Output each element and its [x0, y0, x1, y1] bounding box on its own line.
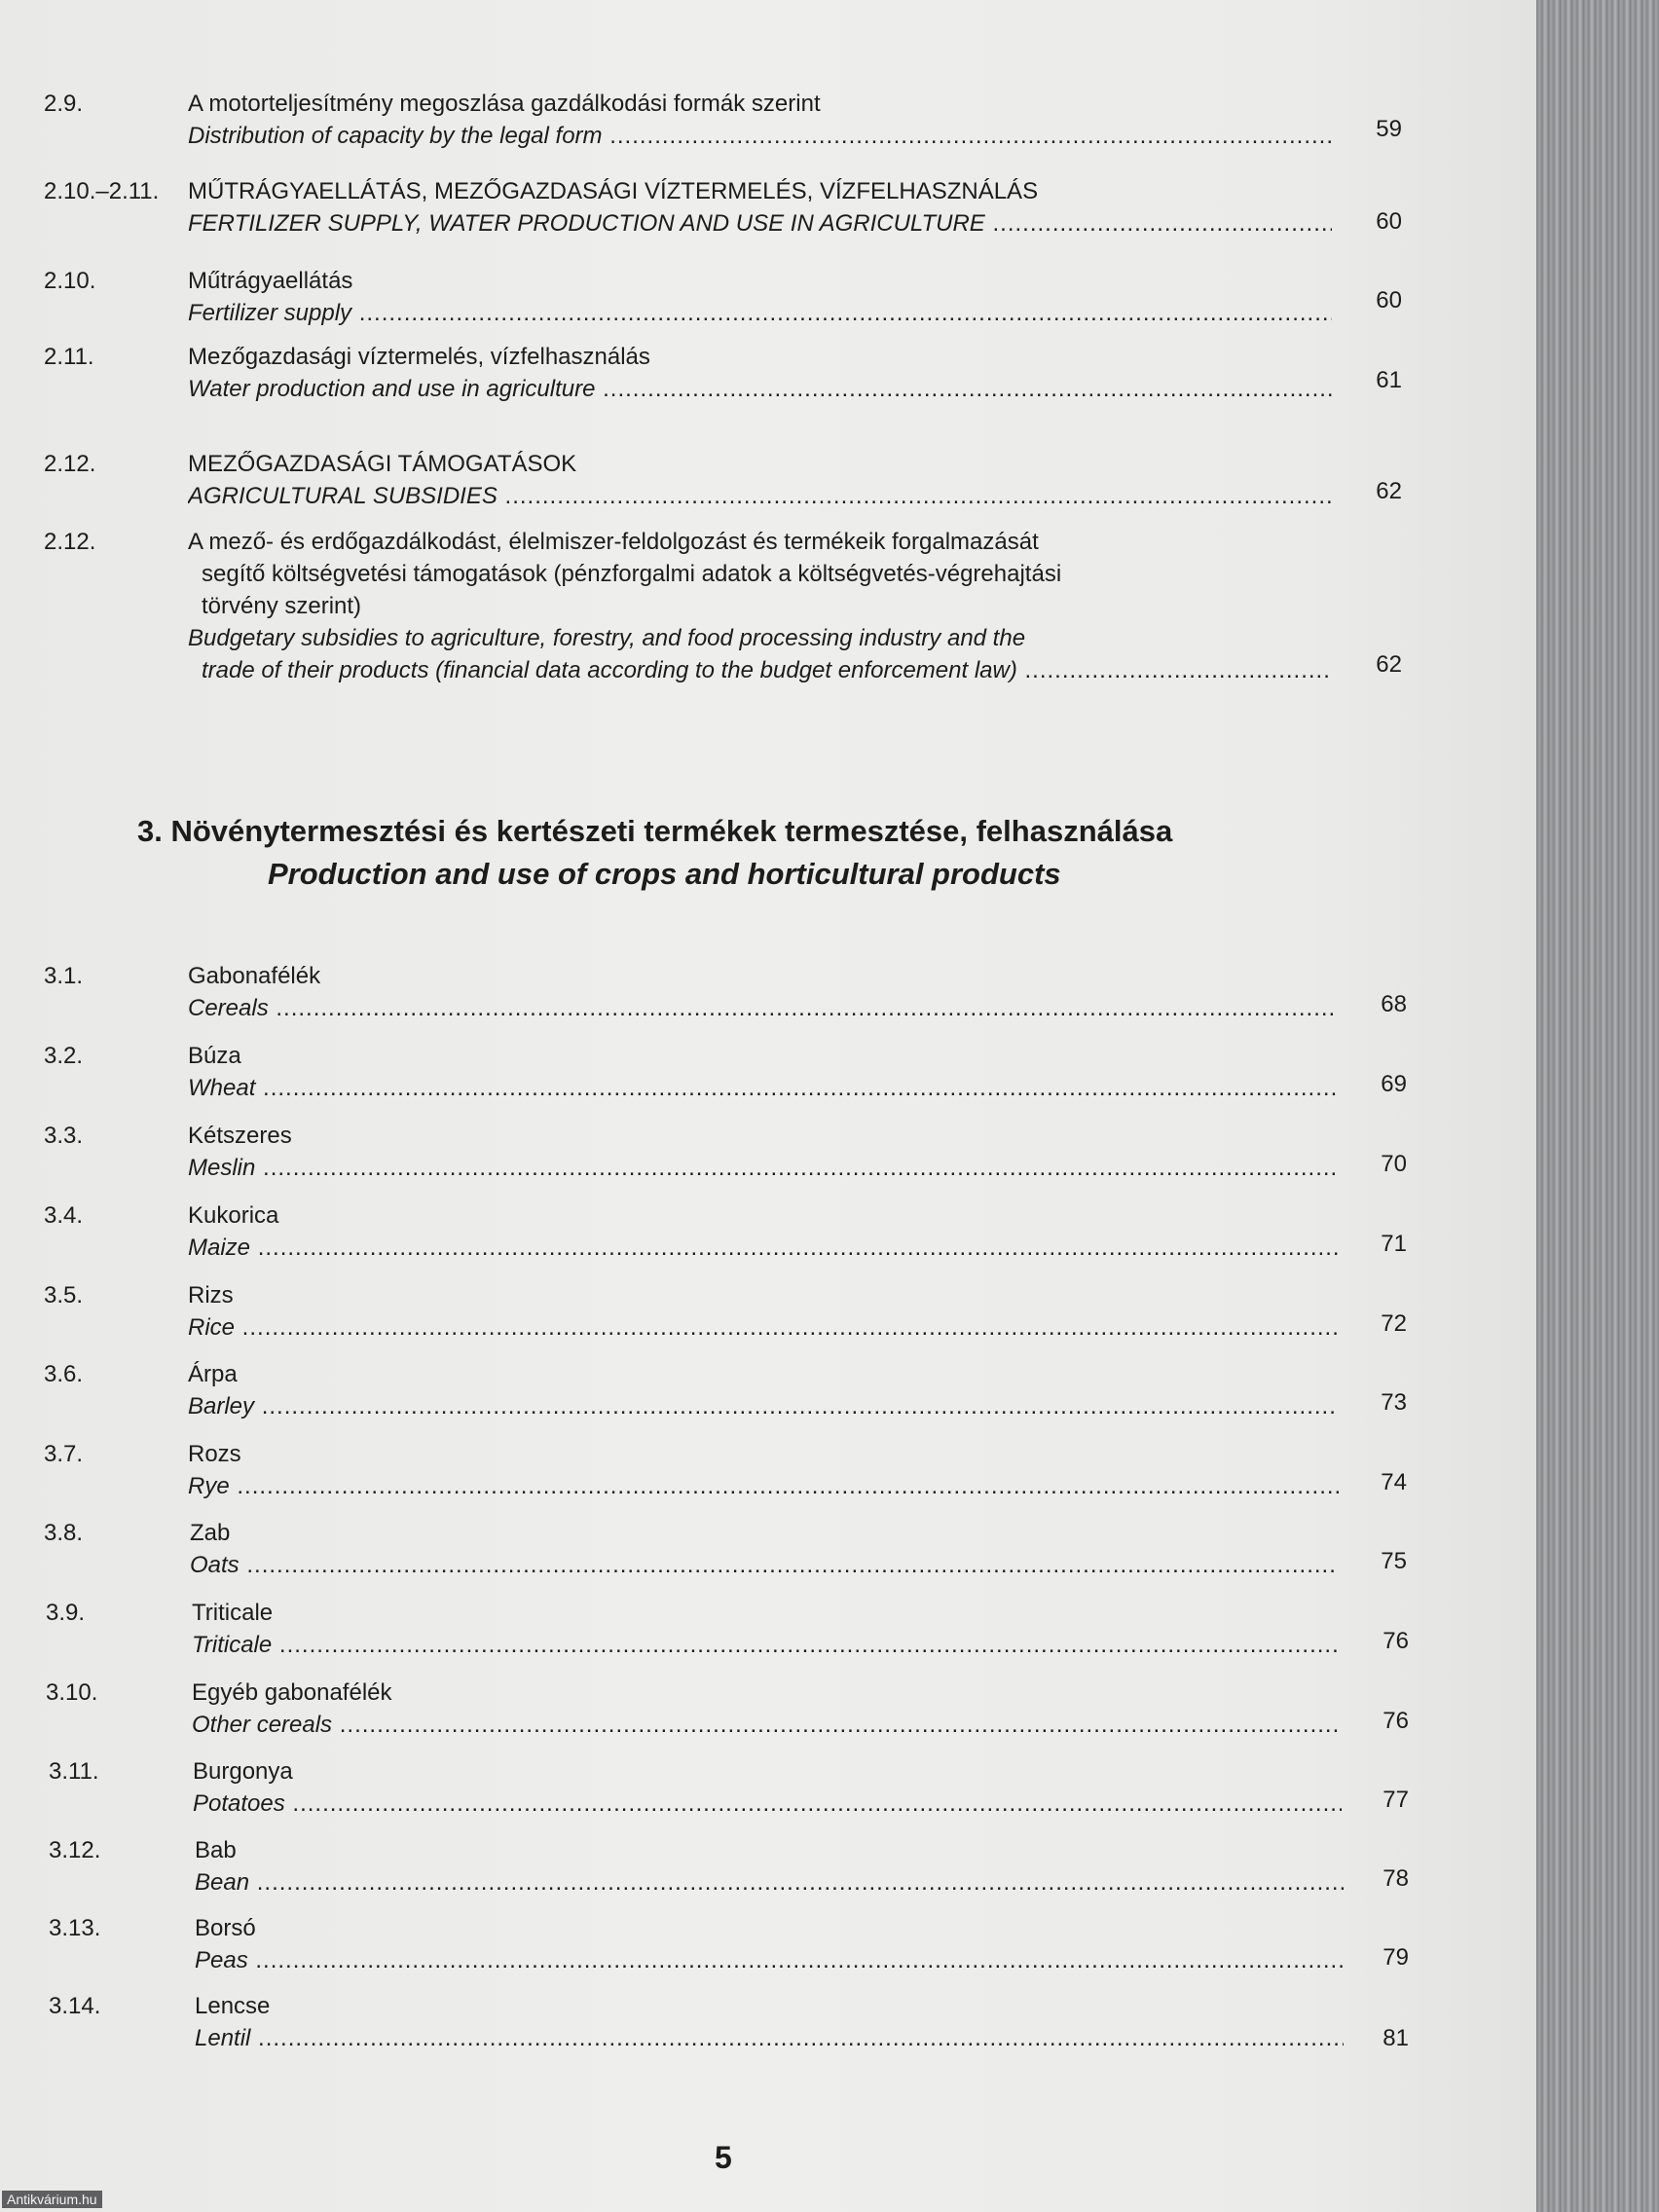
- toc-entry[interactable]: [44, 1438, 1407, 1506]
- toc-entry[interactable]: [44, 1517, 1407, 1585]
- section-heading: [0, 810, 1536, 898]
- entry-page: 75: [1381, 1548, 1407, 1574]
- entry-title-hu: segítő költségvetési támogatások (pénzforgalmi adatok a költségvetés-végrehajtási: [202, 561, 1062, 587]
- entry-title-hu: Gabonafélék: [188, 963, 321, 989]
- entry-page: 74: [1381, 1469, 1407, 1495]
- entry-number: 2.12.: [44, 451, 96, 477]
- entry-number: 2.10.–2.11.: [44, 178, 160, 204]
- entry-number: 3.1.: [44, 963, 84, 989]
- entry-title-en: Budgetary subsidies to agriculture, forestry, and food processing industry and the: [188, 625, 1026, 651]
- entry-title-en: Bean .....: [195, 1866, 1344, 1899]
- toc-entry[interactable]: [49, 1912, 1412, 1980]
- entry-page: 68: [1381, 991, 1407, 1017]
- entry-number: 3.5.: [44, 1282, 84, 1309]
- entry-title-hu: Rizs: [188, 1282, 234, 1309]
- entry-title-en: Rice .....: [188, 1311, 1339, 1344]
- entry-page: 73: [1381, 1389, 1407, 1416]
- entry-number: 3.12.: [49, 1837, 101, 1863]
- entry-number: 3.14.: [49, 1993, 101, 2019]
- entry-page: 70: [1381, 1151, 1407, 1177]
- entry-number: 3.3.: [44, 1123, 84, 1149]
- entry-title-hu: A motorteljesítmény megoszlása gazdálkodási formák szerint: [188, 91, 821, 117]
- entry-number: 2.10.: [44, 268, 96, 294]
- entry-page: 76: [1382, 1708, 1409, 1734]
- entry-title-hu: Bab: [195, 1837, 237, 1863]
- entry-page: 61: [1376, 367, 1402, 393]
- entry-title-hu: MEZŐGAZDASÁGI TÁMOGATÁSOK: [188, 451, 577, 477]
- entry-number: 2.12.: [44, 529, 96, 555]
- toc-entry[interactable]: [44, 1279, 1407, 1347]
- toc-entry[interactable]: [44, 88, 1407, 156]
- entry-title-en: Triticale .....: [192, 1629, 1341, 1661]
- entry-title-en: AGRICULTURAL SUBSIDIES .....: [188, 480, 1332, 512]
- entry-title-en: Cereals .....: [188, 992, 1334, 1024]
- entry-page: 69: [1381, 1071, 1407, 1097]
- entry-title-hu: törvény szerint): [202, 593, 362, 619]
- entry-page: 72: [1381, 1310, 1407, 1337]
- entry-number: 3.11.: [49, 1758, 99, 1785]
- toc-entry[interactable]: [44, 1040, 1407, 1108]
- entry-title-hu: Burgonya: [193, 1758, 293, 1785]
- entry-page: 60: [1376, 287, 1402, 313]
- entry-title-en: Meslin .....: [188, 1152, 1339, 1184]
- toc-entry[interactable]: [44, 526, 1407, 691]
- entry-title-hu: Rozs: [188, 1441, 241, 1467]
- entry-title-en: Barley .....: [188, 1390, 1339, 1422]
- entry-title-hu: Borsó: [195, 1915, 256, 1941]
- toc-entry[interactable]: [44, 175, 1407, 243]
- entry-title-en: FERTILIZER SUPPLY, WATER PRODUCTION AND USE IN AGRICULTURE .....: [188, 207, 1332, 240]
- entry-page: 79: [1382, 1944, 1409, 1971]
- entry-title-en: Potatoes .....: [193, 1788, 1342, 1820]
- entry-page: 62: [1376, 478, 1402, 504]
- entry-title-hu: Triticale: [192, 1600, 274, 1626]
- entry-number: 3.6.: [44, 1361, 84, 1387]
- entry-number: 2.11.: [44, 344, 94, 370]
- toc-entry[interactable]: [46, 1677, 1409, 1745]
- toc-entry[interactable]: [44, 960, 1407, 1028]
- entry-title-en: Peas .....: [195, 1944, 1344, 1976]
- entry-title-hu: Árpa: [188, 1361, 238, 1387]
- entry-title-hu: Zab: [190, 1520, 231, 1546]
- toc-entry[interactable]: [49, 1755, 1412, 1824]
- entry-page: 62: [1376, 651, 1402, 678]
- entry-title-hu: Egyéb gabonafélék: [192, 1679, 392, 1706]
- entry-number: 2.9.: [44, 91, 84, 117]
- entry-title-hu: MŰTRÁGYAELLÁTÁS, MEZŐGAZDASÁGI VÍZTERMELÉS, VÍZFELHASZNÁLÁS: [188, 178, 1039, 204]
- entry-title-hu: Mezőgazdasági víztermelés, vízfelhasználás: [188, 344, 650, 370]
- entry-page: 71: [1381, 1231, 1407, 1257]
- entry-number: 3.7.: [44, 1441, 84, 1467]
- entry-title-en: trade of their products (financial data according to the budget enforcement law) .....: [188, 654, 1332, 686]
- entry-title-en: Fertilizer supply .....: [188, 297, 1332, 329]
- entry-title-en: Water production and use in agriculture .....: [188, 373, 1332, 405]
- entry-page: 59: [1376, 116, 1402, 142]
- entry-title-en: Wheat .....: [188, 1072, 1339, 1104]
- entry-title-en: Other cereals .....: [192, 1709, 1341, 1741]
- entry-number: 3.9.: [46, 1600, 86, 1626]
- entry-number: 3.2.: [44, 1043, 84, 1069]
- entry-page: 60: [1376, 208, 1402, 235]
- entry-title-hu: Kukorica: [188, 1202, 279, 1229]
- entry-title-en: Distribution of capacity by the legal form .....: [188, 120, 1332, 152]
- entry-number: 3.8.: [44, 1520, 84, 1546]
- toc-entry[interactable]: [44, 448, 1407, 516]
- watermark-label: Antikvárium.hu: [2, 2191, 102, 2208]
- entry-page: 77: [1382, 1787, 1409, 1813]
- toc-entry[interactable]: [44, 341, 1407, 409]
- toc-entry[interactable]: [46, 1597, 1409, 1665]
- toc-entry[interactable]: [44, 1199, 1407, 1268]
- toc-entry[interactable]: [49, 1834, 1412, 1902]
- section-title-hu: 3. Növénytermesztési és kertészeti termékek termesztése, felhasználása: [137, 814, 1173, 848]
- entry-title-en: Maize .....: [188, 1232, 1339, 1264]
- entry-page: 78: [1382, 1865, 1409, 1892]
- entry-page: 81: [1382, 2025, 1409, 2051]
- entry-number: 3.4.: [44, 1202, 84, 1229]
- toc-entry[interactable]: [44, 265, 1407, 333]
- toc-entry[interactable]: [44, 1358, 1407, 1426]
- page-number: 5: [715, 2140, 732, 2175]
- entry-title-hu: Lencse: [195, 1993, 271, 2019]
- entry-title-hu: Műtrágyaellátás: [188, 268, 353, 294]
- entry-title-en: Lentil .....: [195, 2022, 1344, 2054]
- book-binding-edge: [1536, 0, 1659, 2212]
- section-title-en: Production and use of crops and horticultural products: [268, 857, 1061, 891]
- entry-title-hu: A mező- és erdőgazdálkodást, élelmiszer-feldolgozást és termékeik forgalmazását: [188, 529, 1039, 555]
- entry-number: 3.13.: [49, 1915, 101, 1941]
- entry-page: 76: [1382, 1628, 1409, 1654]
- toc-entry[interactable]: [49, 1990, 1412, 2058]
- toc-entry[interactable]: [44, 1120, 1407, 1188]
- entry-title-en: Rye .....: [188, 1470, 1339, 1502]
- entry-title-hu: Búza: [188, 1043, 241, 1069]
- entry-number: 3.10.: [46, 1679, 98, 1706]
- entry-title-en: Oats .....: [190, 1549, 1339, 1581]
- entry-title-hu: Kétszeres: [188, 1123, 292, 1149]
